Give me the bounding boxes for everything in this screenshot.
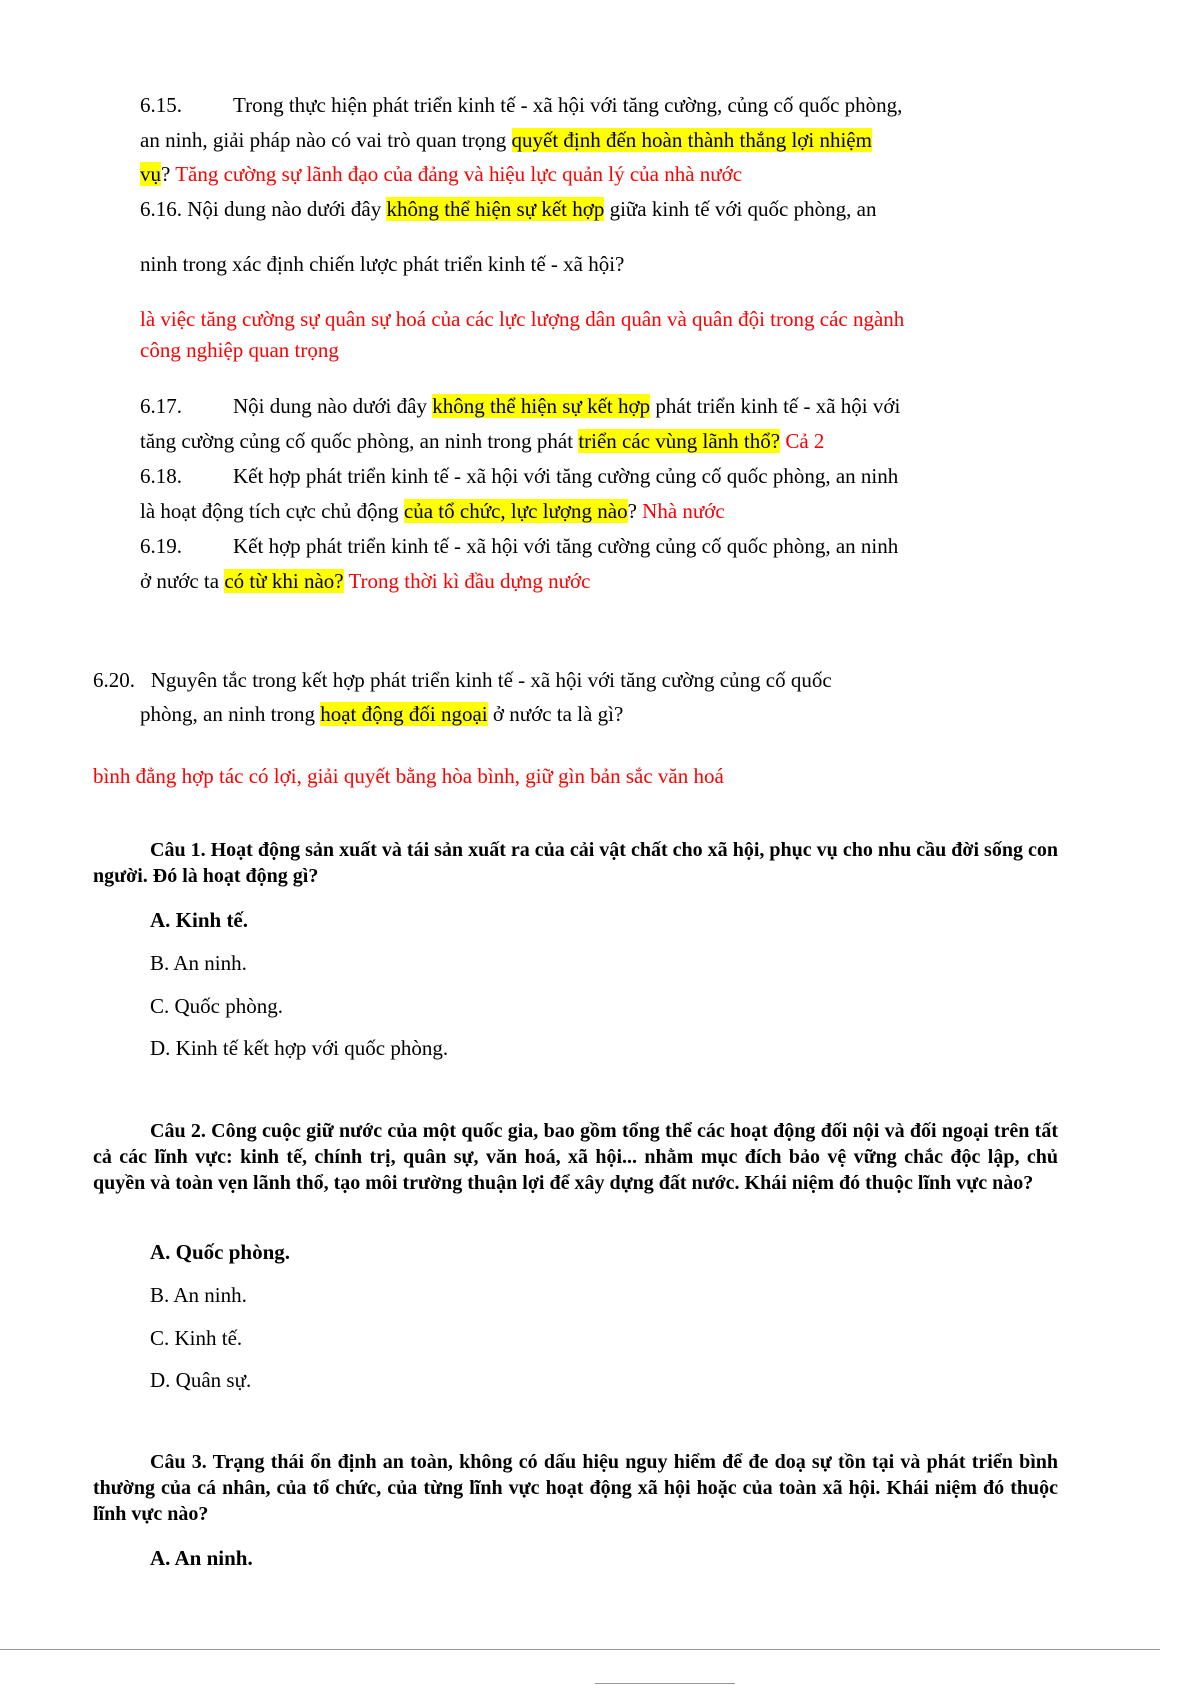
cau2-option-a: A. Quốc phòng. [150,1240,291,1264]
q615-line3 [140,160,742,188]
q615-highlight-1: quyết định đến hoàn thành thắng lợi nhiệm [511,128,872,152]
q616-answer-line2: công nghiệp quan trọng [140,338,339,362]
q620-line2 [140,700,623,728]
q620-line1: 6.20. Nguyên tắc trong kết hợp phát triển kinh tế - xã hội với tăng cường củng cố quốc [93,668,832,692]
q617-line1 [140,392,900,420]
q620-answer: bình đẳng hợp tác có lợi, giải quyết bằng hòa bình, giữ gìn bản sắc văn hoá [93,764,724,788]
q617-answer: Cả 2 [780,429,825,453]
cau1-option-c: C. Quốc phòng. [150,994,283,1018]
q616-line1 [140,195,876,223]
cau1-question [93,837,1058,889]
cau2-option-b: B. An ninh. [150,1283,247,1307]
q619-number: 6.19. [140,534,182,558]
page-footer-mark [595,1683,735,1684]
q618-number: 6.18. [140,464,182,488]
q615-text-1: Trong thực hiện phát triển kinh tế - xã hội với tăng cường, củng cố quốc phòng, [233,93,903,117]
cau3-option-a: A. An ninh. [150,1546,253,1570]
q617-text-3: tăng cường củng cố quốc phòng, an ninh trong phát [140,429,579,453]
q617-line2 [140,427,824,455]
q615-highlight-2: vụ [140,162,161,186]
q617-highlight-2: triển các vùng lãnh thổ? [578,429,781,453]
cau2-option-d: D. Quân sự. [150,1368,252,1392]
cau3-question-text: Câu 3. Trạng thái ổn định an toàn, không có dấu hiệu nguy hiểm để đe doạ sự tồn tại và phát triển bình thường của cá nhân, của tổ chức, của từng lĩnh vực hoạt động xã hội hoặc của toàn xã hội. Khái niệm đó thuộc lĩnh vực nào? [93,1451,1058,1525]
q616-text-2: giữa kinh tế với quốc phòng, an [604,197,877,221]
q618-highlight: của tổ chức, lực lượng nào [403,499,628,523]
q617-highlight-1: không thể hiện sự kết hợp [432,394,651,418]
cau2-question-text: Câu 2. Công cuộc giữ nước của một quốc gia, bao gồm tổng thể các hoạt động đối nội và đối ngoại trên tất cả các lĩnh vực: kinh tế, chính trị, quân sự, văn hoá, xã hội... nhằm mục đích bảo vệ vững chắc độc lập, chủ quyền và toàn vẹn lãnh thổ, tạo môi trường thuận lợi để xây dựng đất nước. Khái niệm đó thuộc lĩnh vực nào? [93,1120,1058,1194]
q618-qmark: ? [627,499,643,523]
q620-highlight: hoạt động đối ngoại [320,702,488,726]
q616-highlight: không thể hiện sự kết hợp [386,197,605,221]
q619-text-1: Kết hợp phát triển kinh tế - xã hội với tăng cường củng cố quốc phòng, an ninh [233,534,899,558]
q616-line2 [140,250,624,278]
q619-line1 [140,532,898,560]
q620-text-1: phòng, an ninh trong [140,702,321,726]
cau1-question-text: Câu 1. Hoạt động sản xuất và tái sản xuất ra của cải vật chất cho xã hội, phục vụ cho nhu cầu đời sống con người. Đó là hoạt động gì? [93,839,1058,887]
cau2-question [93,1118,1058,1196]
q618-line1 [140,462,898,490]
q617-number: 6.17. [140,394,182,418]
q616-text-1: 6.16. Nội dung nào dưới đây [140,197,387,221]
q618-text-2: là hoạt động tích cực chủ động [140,499,404,523]
q620-text-2: ở nước ta là gì? [487,702,624,726]
q615-line1 [140,91,902,119]
q617-text-1: Nội dung nào dưới đây [233,394,433,418]
q615-text-2: an ninh, giải pháp nào có vai trò quan trọng [140,128,512,152]
q619-answer: Trong thời kì đầu dựng nước [343,569,591,593]
q615-qmark: ? [161,162,176,186]
q619-line2 [140,567,590,595]
q618-line2 [140,497,725,525]
page-footer-divider [0,1649,1160,1650]
q615-line2 [140,126,872,154]
q619-text-2: ở nước ta [140,569,225,593]
cau1-option-b: B. An ninh. [150,951,247,975]
q616-answer-line1: là việc tăng cường sự quân sự hoá của các lực lượng dân quân và quân đội trong các ngành [140,307,905,331]
q619-highlight: có từ khi nào? [224,569,344,593]
cau2-option-c: C. Kinh tế. [150,1326,243,1350]
q617-text-2: phát triển kinh tế - xã hội với [650,394,901,418]
q616-text-3: ninh trong xác định chiến lược phát triển kinh tế - xã hội? [140,252,625,276]
q618-text-1: Kết hợp phát triển kinh tế - xã hội với tăng cường củng cố quốc phòng, an ninh [233,464,899,488]
cau1-option-a: A. Kinh tế. [150,908,249,932]
cau1-option-d: D. Kinh tế kết hợp với quốc phòng. [150,1036,449,1060]
q618-answer: Nhà nước [642,499,725,523]
cau3-question [93,1449,1058,1527]
q615-number: 6.15. [140,93,182,117]
q615-answer: Tăng cường sự lãnh đạo của đảng và hiệu lực quản lý của nhà nước [175,162,743,186]
